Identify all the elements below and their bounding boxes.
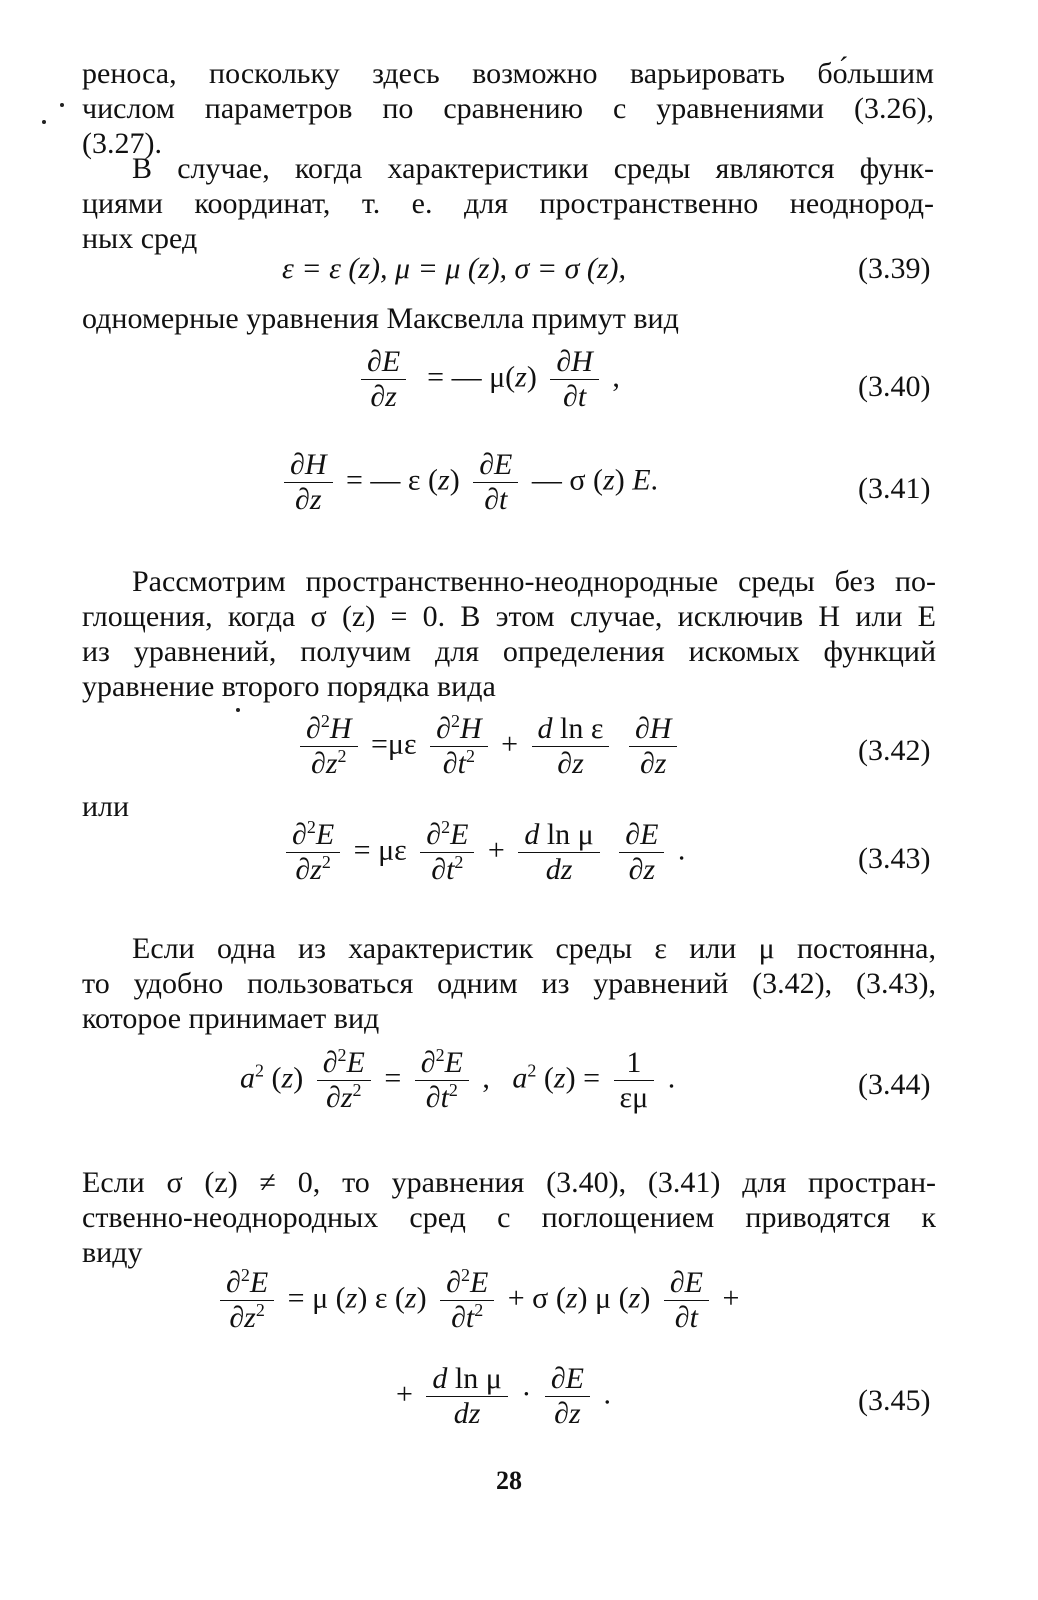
equation-3-40: $\frac{\partial E}{\partial z}$ = — μ(z) $\frac{\partial H}{\partial t}$ , xyxy=(355,345,620,414)
text-line: глощения, когда σ (z) = 0. В этом случае, исключив H или E xyxy=(82,600,936,633)
equation-number: (3.45) xyxy=(858,1384,931,1417)
text-line: которое принимает вид xyxy=(82,1002,380,1035)
print-dot xyxy=(60,103,64,107)
text-line: Если σ (z) ≠ 0, то уравнения (3.40), (3.41) для простран- xyxy=(82,1166,936,1199)
text-line: реноса, поскольку здесь возможно варьировать бо́льшим xyxy=(82,57,934,90)
equation-3-42: $\frac{\partial^2H}{\partial z^2}$ =με $\frac{\partial^2H}{\partial t^2}$ + $\frac{\text{d ln ε}}{\partial z}$ $\frac{\partial H}{\partial z}$ xyxy=(294,712,683,781)
equation-3-44: $a^2$ (z) $\frac{\partial^2E}{\partial z^2}$ = $\frac{\partial^2E}{\partial t^2}$ , $a^2$ (z) = $\frac{1}{\varepsilon\mu}$ . xyxy=(240,1045,676,1114)
equation-number: (3.39) xyxy=(858,252,931,285)
equation-number: (3.41) xyxy=(858,472,931,505)
text-line: ственно-неоднородных сред с поглощением приводятся к xyxy=(82,1201,936,1234)
text-line: уравнение второго порядка вида xyxy=(82,670,496,703)
text-line: виду xyxy=(82,1236,143,1269)
equation-number: (3.40) xyxy=(858,370,931,403)
equation-number: (3.42) xyxy=(858,734,931,767)
text-line: Если одна из характеристик среды ε или μ постоянна, xyxy=(132,932,936,965)
equation-3-41: $\frac{\partial H}{\partial z}$ = — ε (z) $\frac{\partial E}{\partial t}$ — σ (z) E. xyxy=(278,448,658,517)
text-line: или xyxy=(82,790,130,823)
text-line: циями координат, т. е. для пространственно неоднород- xyxy=(82,187,934,220)
page-number: 28 xyxy=(496,1466,522,1495)
equation-3-39: ε = ε (z), μ = μ (z), σ = σ (z), xyxy=(282,252,627,285)
text-line: Рассмотрим пространственно-неоднородные среды без по- xyxy=(132,565,936,598)
text-line: то удобно пользоваться одним из уравнений (3.42), (3.43), xyxy=(82,967,936,1000)
text-line: ных сред xyxy=(82,222,198,255)
text-line: (3.27). xyxy=(82,127,162,160)
text-line: числом параметров по сравнению с уравнениями (3.26), xyxy=(82,92,934,125)
text-line: из уравнений, получим для определения искомых функций xyxy=(82,635,936,668)
equation-number: (3.44) xyxy=(858,1068,931,1101)
text-line: одномерные уравнения Максвелла примут вид xyxy=(82,302,679,335)
text-line: В случае, когда характеристики среды являются функ- xyxy=(132,152,934,185)
equation-3-43: $\frac{\partial^2E}{\partial z^2}$ = με $\frac{\partial^2E}{\partial t^2}$ + $\frac{\text{d ln μ}}{dz}$ $\frac{\partial E}{\partial z}$ . xyxy=(280,818,685,887)
equation-3-45-line-1: $\frac{\partial^2E}{\partial z^2}$ = μ (z) ε (z) $\frac{\partial^2E}{\partial t^2}$ + σ (z) μ (z) $\frac{\partial E}{\partial t}$ + xyxy=(214,1266,739,1335)
equation-number: (3.43) xyxy=(858,842,931,875)
print-dot xyxy=(236,708,240,712)
equation-3-45-line-2: + $\frac{\text{d ln μ}}{dz}$ · $\frac{\partial E}{\partial z}$ . xyxy=(396,1362,611,1430)
print-dot xyxy=(42,120,46,124)
